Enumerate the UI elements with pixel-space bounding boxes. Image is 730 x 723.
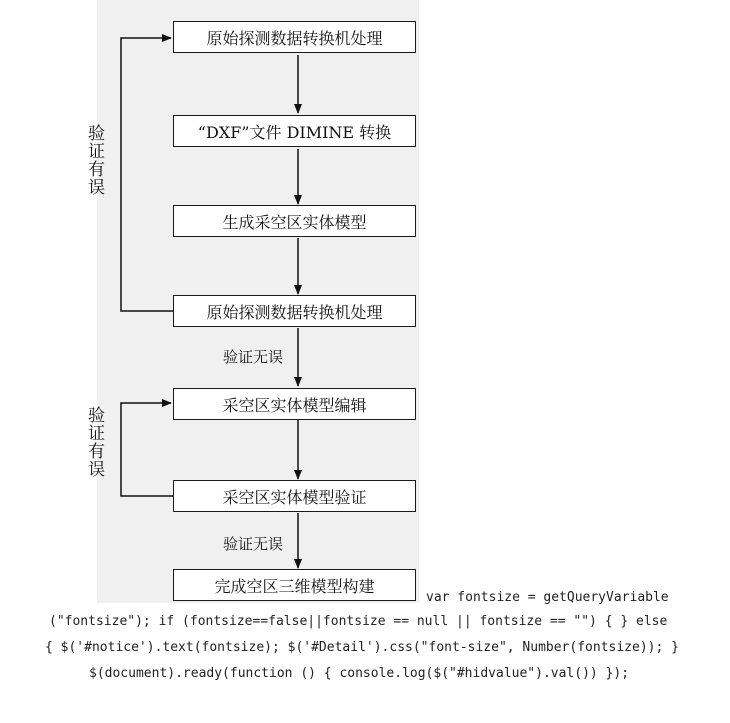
edge-label-pass-1: 验证无误 [223, 348, 284, 366]
feedback-label-error-1: 验证有误 [84, 124, 104, 196]
step-generate-solid-model: 生成采空区实体模型 [173, 205, 416, 237]
code-line-2: ("fontsize"); if (fontsize==false||fontsize == null || fontsize == "") { } else [49, 614, 668, 629]
code-line-1: var fontsize = getQueryVariable [426, 590, 669, 605]
step-raw-data-processing: 原始探测数据转换机处理 [173, 21, 416, 53]
step-edit-solid-model: 采空区实体模型编辑 [173, 388, 416, 420]
code-line-4: $(document).ready(function () { console.log($("#hidvalue").val()) }); [89, 666, 630, 681]
step-complete-3d-model: 完成空区三维模型构建 [173, 569, 416, 601]
feedback-loop-2 [121, 403, 173, 496]
step-raw-data-processing-2: 原始探测数据转换机处理 [173, 295, 416, 327]
edge-label-pass-2: 验证无误 [223, 535, 284, 553]
feedback-label-error-2: 验证有误 [84, 406, 104, 478]
code-line-3: { $('#notice').text(fontsize); $('#Detail').css("font-size", Number(fontsize)); } [45, 640, 679, 655]
feedback-loop-1 [121, 38, 173, 311]
step-dxf-dimine-conversion: “DXF”文件 DIMINE 转换 [173, 115, 416, 147]
step-verify-solid-model: 采空区实体模型验证 [173, 480, 416, 512]
